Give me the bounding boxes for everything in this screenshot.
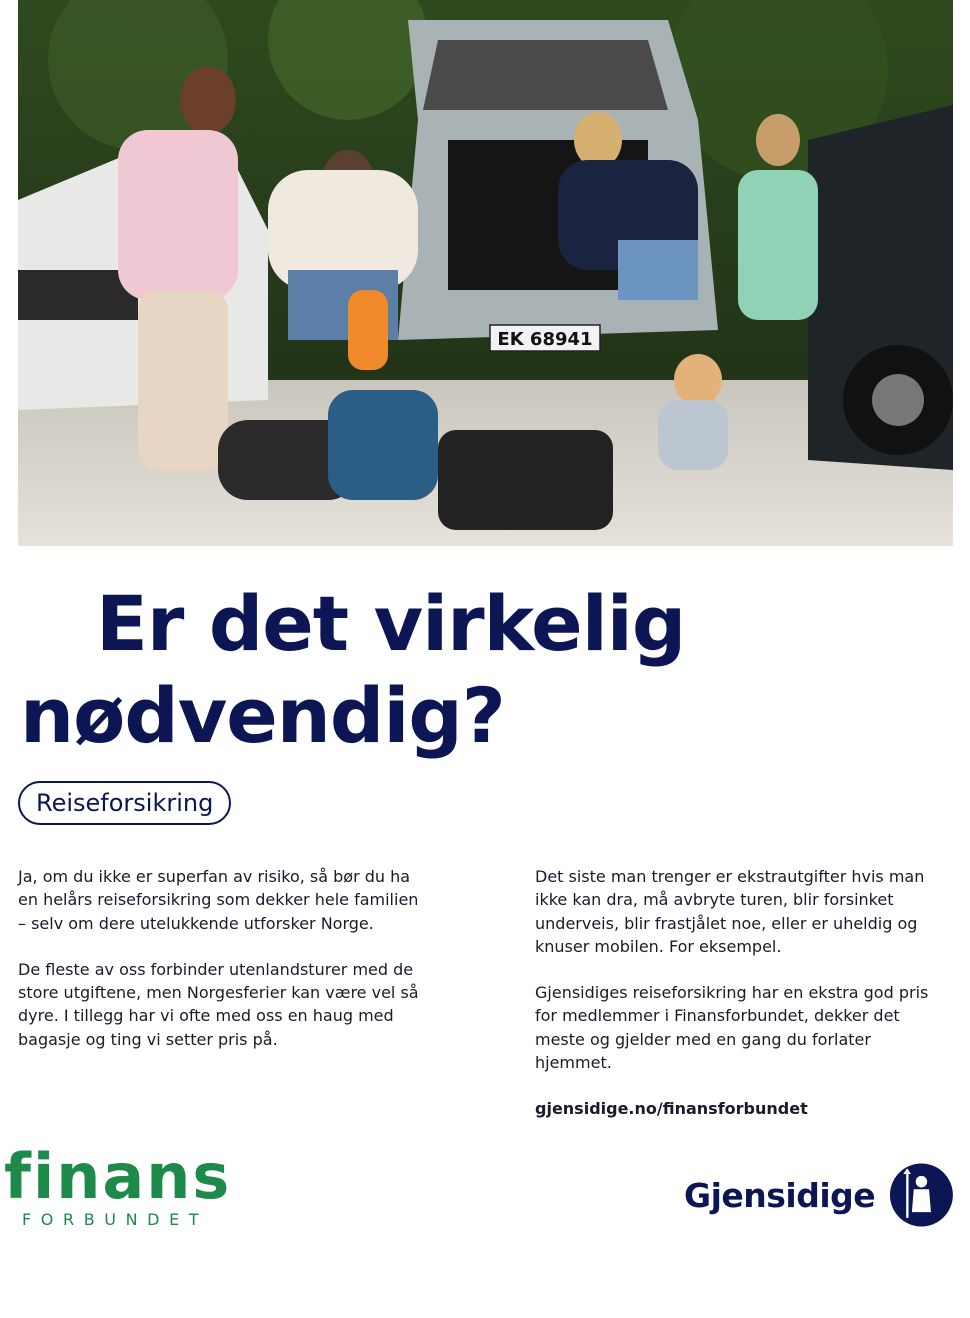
headline [20,578,920,762]
finansforbundet-logo [4,1150,274,1240]
category-tag: Reiseforsikring [18,781,231,825]
hero-photo [18,0,953,546]
left-column [18,865,428,1074]
gjensidige-link[interactable]: gjensidige.no/finansforbundet [535,1099,808,1119]
paragraph: Det siste man trenger er ekstrautgifter hvis man ikke kan dra, må avbryte turen, blir forsinket underveis, blir frastjålet noe, eller er uheldig og knuser mobilen. For eksempel. [535,867,925,956]
finans-subtitle: FORBUNDET [22,1210,209,1229]
gjensidige-knight-icon [889,1161,954,1229]
license-plate: EK 68941 [497,329,593,350]
gjensidige-logo [684,1160,954,1230]
finans-word: finans [4,1150,232,1210]
headline-line-1: Er det virkelig [96,579,686,668]
family-packing-car-photo [18,0,953,546]
paragraph: Ja, om du ikke er superfan av risiko, så bør du ha en helårs reiseforsikring som dekker hele familien – selv om dere utelukkende utforsker Norge. [18,867,419,933]
paragraph: Gjensidiges reiseforsikring har en ekstra god pris for medlemmer i Finansforbundet, dekker det meste og gjelder med en gang du forlater hjemmet. [535,983,929,1073]
headline-line-2: nødvendig? [20,671,505,760]
paragraph: De fleste av oss forbinder utenlandsturer med de store utgiftene, men Norgesferier kan være vel så dyre. I tillegg har vi ofte med oss en haug med bagasje og ting vi setter pris på. [18,959,419,1049]
right-column [535,865,945,1144]
gjensidige-wordmark: Gjensidige [684,1175,876,1215]
finans-wordmark-icon [4,1150,274,1210]
